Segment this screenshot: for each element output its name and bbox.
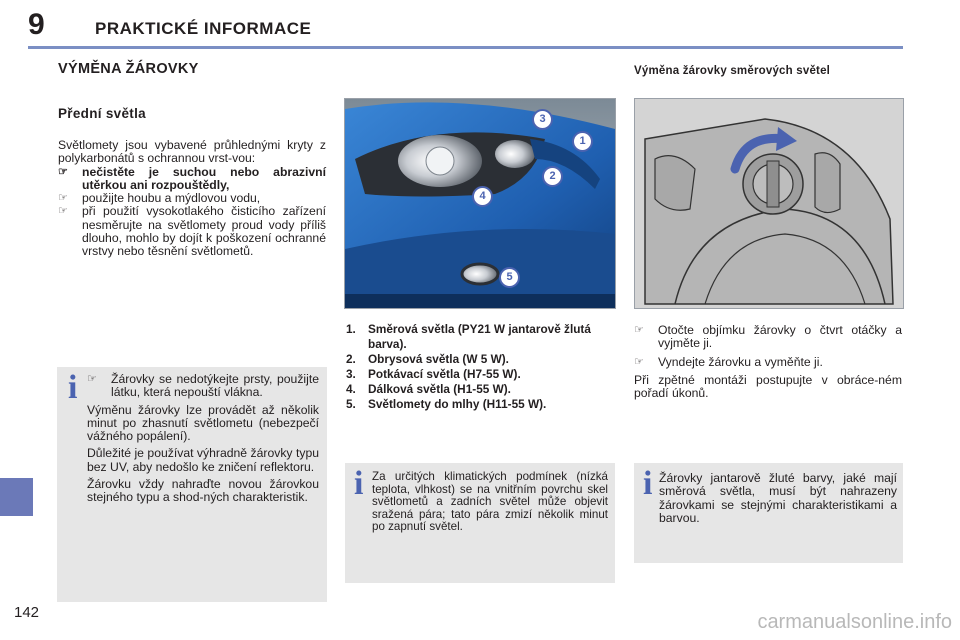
headlight-photo bbox=[344, 98, 616, 309]
pointing-hand-icon: ☞ bbox=[58, 165, 68, 178]
photo-callout-2: 2 bbox=[542, 166, 563, 187]
info-icon: i bbox=[68, 369, 78, 406]
photo-callout-4: 4 bbox=[472, 186, 493, 207]
list-item: 1. Směrová světla (PY21 W jantarově žlutá barva). bbox=[346, 322, 591, 351]
intro-text: Světlomety jsou vybavené průhlednými kryty z polykarbonátů s ochrannou vrst-vou: bbox=[58, 138, 326, 166]
list-item: ☞ při použití vysokotlakého čisticího zařízení nesměrujte na světlomety proud vody příliš dlouho, mohlo by dojít k poškození ochranné vrstvy nebo těsnění světlometů. bbox=[58, 204, 326, 259]
info-left-paragraph: Důležité je používat výhradně žárovky typu bez UV, aby nedošlo ke zničení reflektoru. bbox=[87, 446, 319, 474]
headlamp-rear-illustration bbox=[635, 99, 903, 308]
pointing-hand-icon: ☞ bbox=[87, 373, 97, 385]
header-divider bbox=[28, 46, 903, 49]
list-item: ☞ Žárovky se nedotýkejte prsty, použijte látku, která nepouští vlákna. bbox=[87, 372, 319, 400]
info-icon: i bbox=[354, 465, 364, 502]
page-number: 142 bbox=[14, 604, 40, 621]
bulb-list bbox=[346, 322, 616, 412]
photo-callout-3: 3 bbox=[532, 109, 553, 130]
bulb-holder-drawing bbox=[634, 98, 904, 309]
list-item: ☞ Otočte objímku žárovky o čtvrt otáčky a vyjměte ji. bbox=[634, 323, 902, 351]
list-item: 2. Obrysová světla (W 5 W). bbox=[346, 352, 509, 366]
pointing-hand-icon: ☞ bbox=[634, 324, 644, 336]
pointing-hand-icon: ☞ bbox=[58, 205, 68, 218]
pointing-hand-icon: ☞ bbox=[58, 192, 68, 205]
intro-bullet-list bbox=[58, 166, 326, 259]
photo-callout-1: 1 bbox=[572, 131, 593, 152]
list-item: ☞ použijte houbu a mýdlovou vodu, bbox=[58, 191, 261, 206]
chapter-title: PRAKTICKÉ INFORMACE bbox=[95, 19, 312, 38]
list-item: 5. Světlomety do mlhy (H11-55 W). bbox=[346, 397, 547, 411]
list-item: ☞ Vyndejte žárovku a vyměňte ji. bbox=[634, 354, 823, 369]
info-box-left bbox=[57, 367, 327, 602]
pointing-hand-icon: ☞ bbox=[634, 355, 644, 368]
list-item: 4. Dálková světla (H1-55 W). bbox=[346, 382, 511, 396]
info-icon: i bbox=[643, 465, 653, 502]
info-middle-text: Za určitých klimatických podmínek (nízká teplota, vlhkost) se na vnitřním povrchu skel světlometů a zadních světel může objevit sražená pára; tato pára zmizí několik minut po zapnutí světel. bbox=[372, 470, 608, 534]
right-section-title: Výměna žárovky směrových světel bbox=[634, 65, 831, 77]
intro-block bbox=[58, 139, 326, 259]
list-item: 3. Potkávací světla (H7-55 W). bbox=[346, 367, 521, 381]
chapter-number: 9 bbox=[28, 8, 45, 41]
info-right-text: Žárovky jantarově žluté barvy, jaké mají směrová světla, musí být nahrazeny žárovkami se stejnými charakteristikami a barvou. bbox=[659, 471, 897, 525]
chapter-side-tab bbox=[0, 478, 33, 516]
info-left-paragraph: Výměnu žárovky lze provádět až několik minut po zhasnutí světlometu (nebezpečí vážného popálení). bbox=[87, 402, 319, 444]
info-left-paragraph: Žárovku vždy nahraďte novou žárovkou stejného typu a shod-ných charakteristik. bbox=[87, 477, 319, 505]
watermark: carmanualsonline.info bbox=[757, 611, 952, 633]
right-instructions bbox=[634, 324, 902, 400]
info-box-right bbox=[634, 463, 903, 563]
info-box-middle bbox=[345, 463, 615, 583]
info-left-content bbox=[87, 373, 319, 505]
photo-callout-5: 5 bbox=[499, 267, 520, 288]
list-item: ☞ nečistěte je suchou nebo abrazivní utěrkou ani rozpouštědly, bbox=[58, 164, 326, 192]
section-title: VÝMĚNA ŽÁROVKY bbox=[58, 61, 199, 77]
right-paragraph: Při zpětné montáži postupujte v obráce-ném pořadí úkonů. bbox=[634, 372, 902, 401]
subsection-title: Přední světla bbox=[58, 106, 146, 121]
